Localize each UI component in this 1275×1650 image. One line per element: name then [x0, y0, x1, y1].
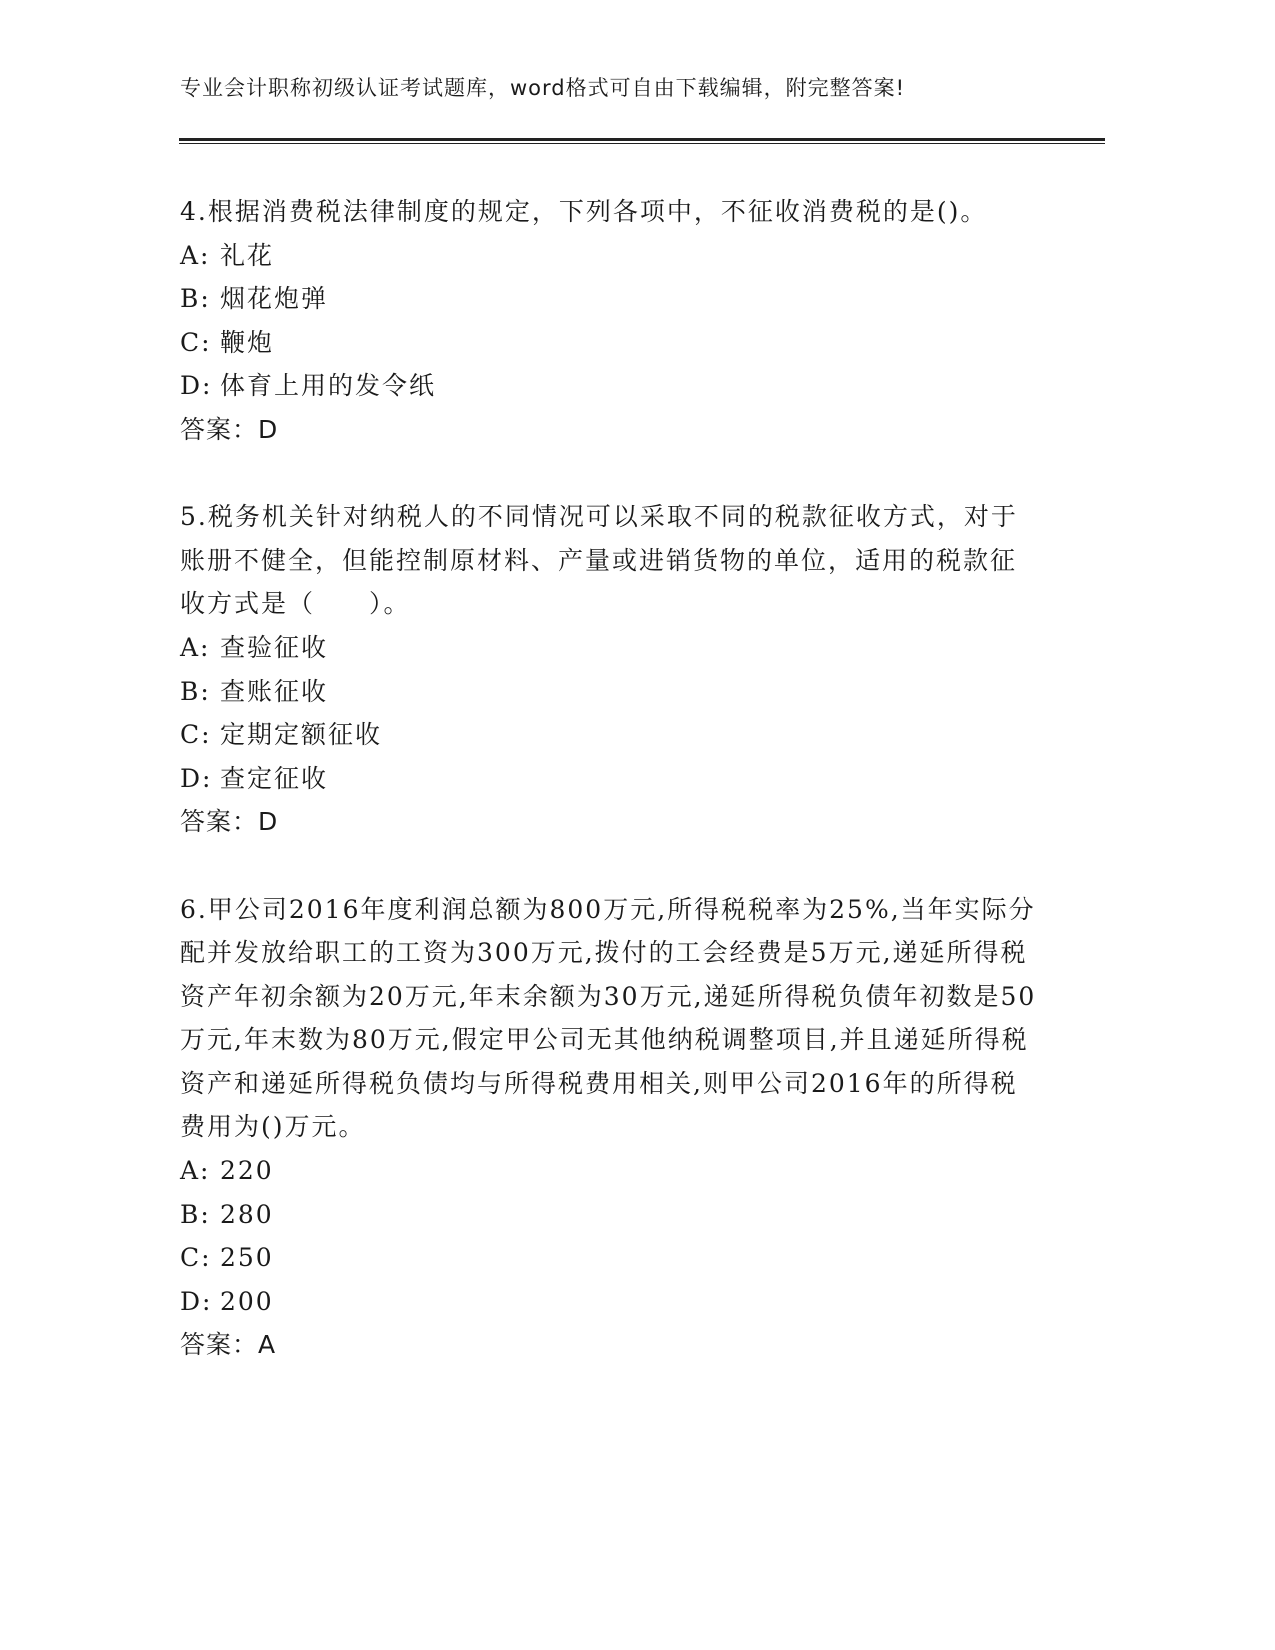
option-b: [180, 1193, 1040, 1237]
option-text: 查定征收: [220, 763, 329, 793]
option-text: 查账征收: [220, 676, 329, 706]
option-d: [180, 1280, 1040, 1324]
option-text: 查验征收: [220, 632, 329, 662]
option-d: [180, 757, 1040, 801]
answer-line: 答案：D: [180, 807, 279, 837]
option-text: 220: [220, 1156, 274, 1186]
option-text: 定期定额征收: [220, 720, 383, 750]
question-stem: 5.税务机关针对纳税人的不同情况可以采取不同的税款征收方式，对于账册不健全，但能控制原材料、产量或进销货物的单位，适用的税款征收方式是（ ）。: [180, 502, 1018, 619]
answer-line: 答案：D: [180, 414, 279, 444]
option-a: [180, 1149, 1040, 1193]
page-header: 专业会计职称初级认证考试题库，word格式可自由下载编辑，附完整答案!: [180, 76, 906, 100]
option-text: 250: [220, 1243, 274, 1273]
option-d: [180, 364, 1040, 408]
option-a: [180, 626, 1040, 670]
option-letter: C:: [180, 1243, 212, 1273]
option-letter: A:: [180, 632, 211, 662]
question-6: [180, 888, 1040, 1368]
option-text: 鞭炮: [220, 327, 275, 357]
option-a: [180, 234, 1040, 278]
option-c: [180, 1236, 1040, 1280]
option-b: [180, 277, 1040, 321]
question-5: [180, 495, 1040, 844]
option-b: [180, 670, 1040, 714]
question-4: [180, 190, 1040, 452]
option-letter: D:: [180, 1286, 213, 1316]
answer-line: 答案：A: [180, 1330, 277, 1360]
option-letter: B:: [180, 676, 211, 706]
question-stem: 6.甲公司2016年度利润总额为800万元,所得税税率为25%,当年实际分配并发放给职工的工资为300万元,拨付的工会经费是5万元,递延所得税资产年初余额为20万元,年末余额为30万元,递延所得税负债年初数是50万元,年末数为80万元,假定甲公司无其他纳税调整项目,并且递延所得税资产和递延所得税负债均与所得税费用相关,则甲公司2016年的所得税费用为()万元。: [180, 894, 1037, 1142]
option-c: [180, 321, 1040, 365]
option-text: 280: [220, 1199, 274, 1229]
option-text: 体育上用的发令纸: [220, 371, 437, 401]
option-letter: B:: [180, 284, 211, 314]
option-text: 礼花: [220, 240, 275, 270]
option-letter: B:: [180, 1199, 211, 1229]
option-letter: C:: [180, 327, 212, 357]
header-divider: [179, 138, 1105, 144]
option-letter: A:: [180, 240, 211, 270]
option-c: [180, 713, 1040, 757]
option-text: 烟花炮弹: [220, 284, 329, 314]
option-letter: D:: [180, 371, 213, 401]
option-text: 200: [220, 1286, 274, 1316]
option-letter: A:: [180, 1156, 211, 1186]
question-stem: 4.根据消费税法律制度的规定，下列各项中，不征收消费税的是()。: [180, 197, 988, 226]
option-letter: D:: [180, 763, 213, 793]
option-letter: C:: [180, 720, 212, 750]
question-list: [180, 190, 1040, 1411]
